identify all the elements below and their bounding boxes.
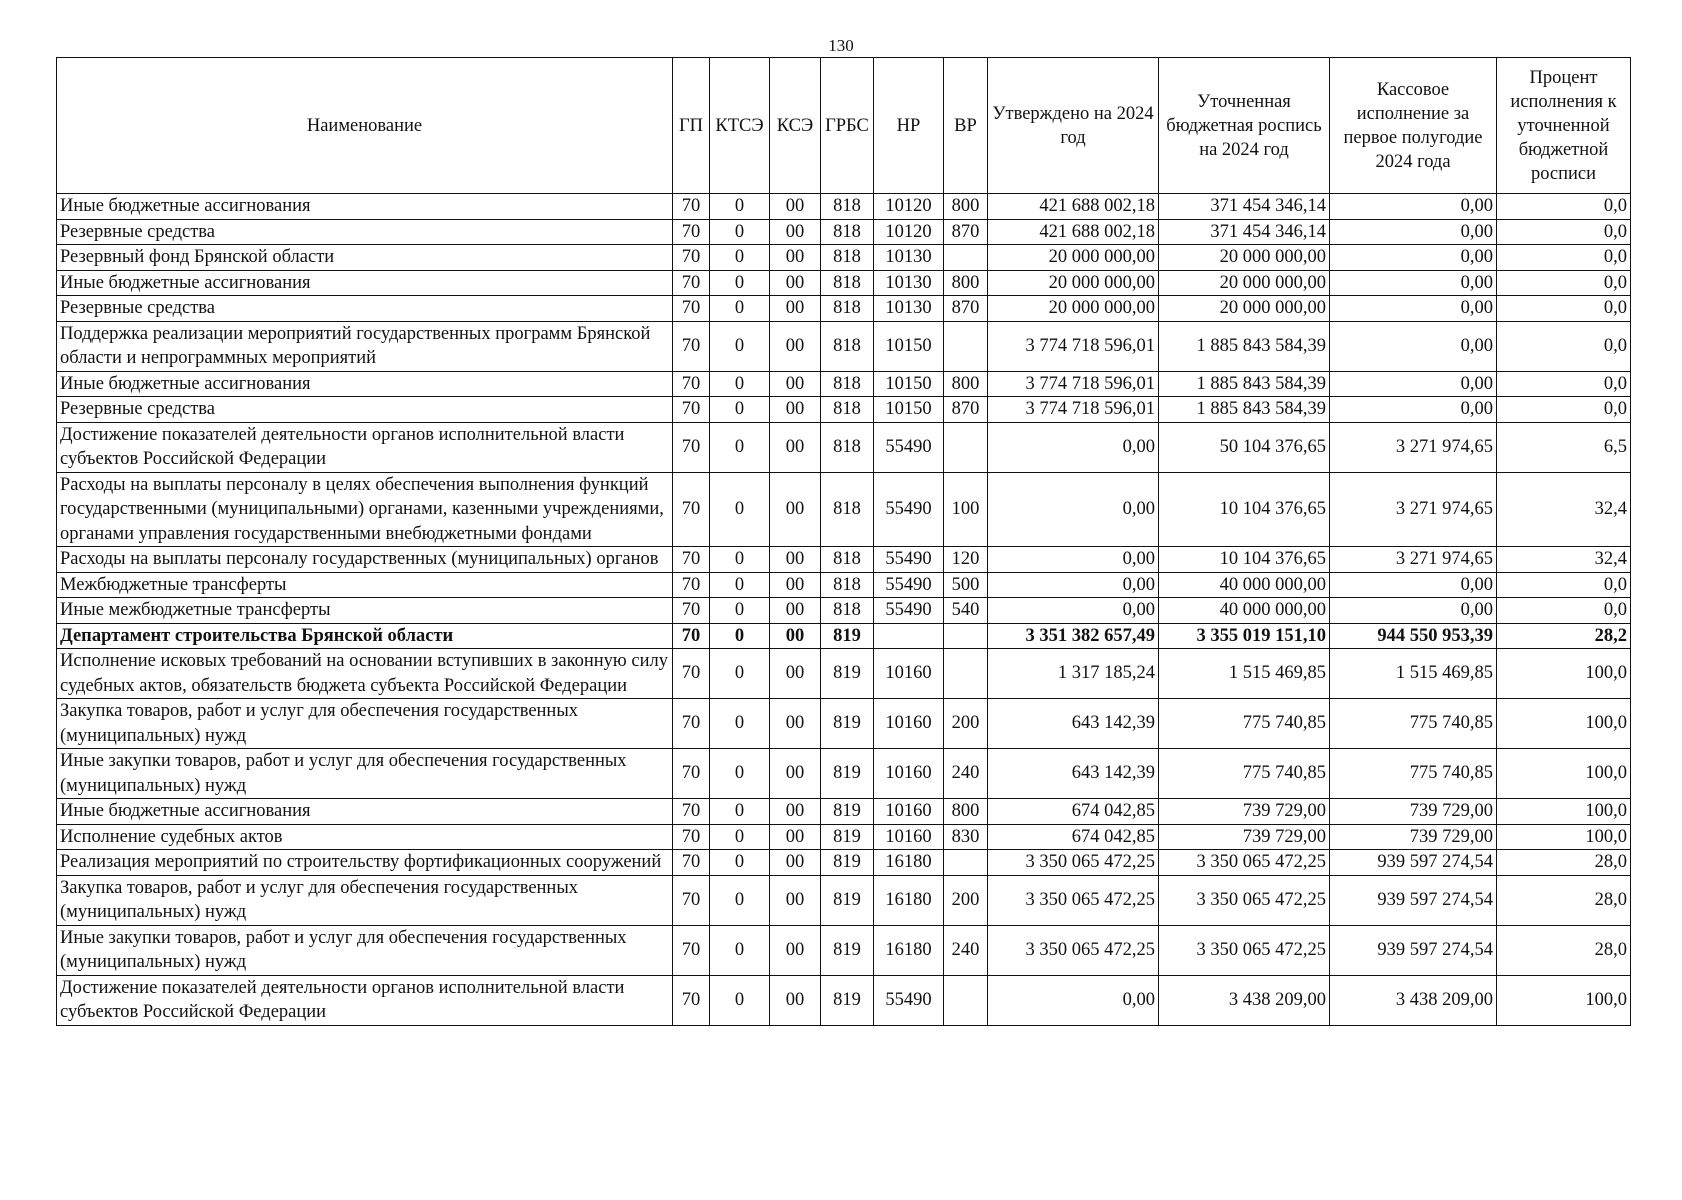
table-row [57, 598, 1631, 624]
cell-kse: 00 [770, 598, 821, 624]
cell-approved: 3 774 718 596,01 [988, 397, 1159, 423]
cell-grbs: 819 [821, 875, 874, 925]
header-vr: ВР [944, 58, 988, 194]
cell-percent: 32,4 [1497, 472, 1631, 547]
cell-grbs: 818 [821, 245, 874, 271]
cell-grbs: 819 [821, 649, 874, 699]
cell-gp: 70 [673, 245, 710, 271]
header-gp: ГП [673, 58, 710, 194]
cell-name: Резервные средства [57, 296, 673, 322]
cell-np: 10160 [874, 749, 944, 799]
cell-cash: 939 597 274,54 [1330, 925, 1497, 975]
cell-name: Иные межбюджетные трансферты [57, 598, 673, 624]
cell-approved: 0,00 [988, 572, 1159, 598]
cell-percent: 28,2 [1497, 623, 1631, 649]
cell-percent: 28,0 [1497, 875, 1631, 925]
cell-cash: 0,00 [1330, 321, 1497, 371]
cell-cash: 739 729,00 [1330, 799, 1497, 825]
cell-percent: 100,0 [1497, 799, 1631, 825]
cell-name: Закупка товаров, работ и услуг для обеспечения государственных (муниципальных) нужд [57, 875, 673, 925]
cell-approved: 20 000 000,00 [988, 270, 1159, 296]
cell-vr [944, 649, 988, 699]
cell-approved: 421 688 002,18 [988, 219, 1159, 245]
cell-grbs: 818 [821, 572, 874, 598]
cell-grbs: 819 [821, 824, 874, 850]
table-row [57, 850, 1631, 876]
cell-cash: 0,00 [1330, 572, 1497, 598]
cell-refined: 50 104 376,65 [1159, 422, 1330, 472]
cell-name: Закупка товаров, работ и услуг для обеспечения государственных (муниципальных) нужд [57, 699, 673, 749]
cell-percent: 0,0 [1497, 219, 1631, 245]
cell-ktse: 0 [710, 824, 770, 850]
cell-np: 10120 [874, 219, 944, 245]
cell-vr: 800 [944, 194, 988, 220]
cell-gp: 70 [673, 397, 710, 423]
cell-approved: 0,00 [988, 547, 1159, 573]
header-percent: Процент исполнения к уточненной бюджетной росписи [1497, 58, 1631, 194]
cell-name: Иные бюджетные ассигнования [57, 371, 673, 397]
budget-table [56, 57, 1631, 1026]
table-row [57, 397, 1631, 423]
cell-vr: 870 [944, 296, 988, 322]
cell-ktse: 0 [710, 397, 770, 423]
cell-gp: 70 [673, 975, 710, 1025]
cell-name: Департамент строительства Брянской области [57, 623, 673, 649]
cell-percent: 0,0 [1497, 194, 1631, 220]
cell-kse: 00 [770, 623, 821, 649]
cell-refined: 3 438 209,00 [1159, 975, 1330, 1025]
cell-cash: 3 271 974,65 [1330, 472, 1497, 547]
header-np: НР [874, 58, 944, 194]
cell-ktse: 0 [710, 623, 770, 649]
cell-grbs: 818 [821, 598, 874, 624]
cell-cash: 0,00 [1330, 397, 1497, 423]
cell-percent: 100,0 [1497, 749, 1631, 799]
cell-vr: 200 [944, 699, 988, 749]
cell-ktse: 0 [710, 321, 770, 371]
cell-refined: 40 000 000,00 [1159, 598, 1330, 624]
cell-refined: 20 000 000,00 [1159, 270, 1330, 296]
table-row [57, 975, 1631, 1025]
table-row [57, 649, 1631, 699]
cell-ktse: 0 [710, 572, 770, 598]
cell-gp: 70 [673, 296, 710, 322]
header-ktse: КТСЭ [710, 58, 770, 194]
cell-percent: 0,0 [1497, 321, 1631, 371]
cell-name: Достижение показателей деятельности органов исполнительной власти субъектов Российской Федерации [57, 975, 673, 1025]
header-row [57, 58, 1631, 194]
cell-gp: 70 [673, 824, 710, 850]
cell-approved: 1 317 185,24 [988, 649, 1159, 699]
header-approved: Утверждено на 2024 год [988, 58, 1159, 194]
cell-np: 10160 [874, 824, 944, 850]
cell-vr [944, 422, 988, 472]
cell-cash: 0,00 [1330, 371, 1497, 397]
cell-cash: 775 740,85 [1330, 699, 1497, 749]
cell-cash: 939 597 274,54 [1330, 850, 1497, 876]
table-row [57, 623, 1631, 649]
table-row [57, 547, 1631, 573]
cell-approved: 0,00 [988, 975, 1159, 1025]
cell-gp: 70 [673, 547, 710, 573]
cell-kse: 00 [770, 875, 821, 925]
cell-cash: 0,00 [1330, 270, 1497, 296]
cell-cash: 939 597 274,54 [1330, 875, 1497, 925]
cell-grbs: 819 [821, 925, 874, 975]
cell-gp: 70 [673, 875, 710, 925]
cell-percent: 6,5 [1497, 422, 1631, 472]
cell-kse: 00 [770, 547, 821, 573]
cell-grbs: 818 [821, 547, 874, 573]
cell-refined: 20 000 000,00 [1159, 296, 1330, 322]
cell-ktse: 0 [710, 245, 770, 271]
cell-approved: 3 774 718 596,01 [988, 321, 1159, 371]
cell-vr: 870 [944, 397, 988, 423]
cell-kse: 00 [770, 371, 821, 397]
cell-np: 10120 [874, 194, 944, 220]
cell-refined: 371 454 346,14 [1159, 194, 1330, 220]
cell-gp: 70 [673, 623, 710, 649]
table-row [57, 422, 1631, 472]
header-cash: Кассовое исполнение за первое полугодие 2024 года [1330, 58, 1497, 194]
cell-vr: 100 [944, 472, 988, 547]
cell-grbs: 819 [821, 749, 874, 799]
cell-refined: 3 355 019 151,10 [1159, 623, 1330, 649]
cell-kse: 00 [770, 397, 821, 423]
cell-np: 16180 [874, 925, 944, 975]
cell-grbs: 818 [821, 296, 874, 322]
cell-gp: 70 [673, 371, 710, 397]
cell-ktse: 0 [710, 371, 770, 397]
table-body [57, 194, 1631, 1026]
cell-np: 55490 [874, 422, 944, 472]
cell-approved: 3 774 718 596,01 [988, 371, 1159, 397]
header-kse: КСЭ [770, 58, 821, 194]
cell-kse: 00 [770, 219, 821, 245]
cell-cash: 0,00 [1330, 219, 1497, 245]
cell-ktse: 0 [710, 270, 770, 296]
cell-np: 10150 [874, 397, 944, 423]
cell-gp: 70 [673, 321, 710, 371]
table-row [57, 296, 1631, 322]
cell-vr: 240 [944, 925, 988, 975]
table-row [57, 219, 1631, 245]
cell-name: Иные закупки товаров, работ и услуг для обеспечения государственных (муниципальных) нужд [57, 925, 673, 975]
cell-cash: 0,00 [1330, 245, 1497, 271]
cell-vr [944, 245, 988, 271]
cell-refined: 371 454 346,14 [1159, 219, 1330, 245]
table-row [57, 270, 1631, 296]
cell-ktse: 0 [710, 699, 770, 749]
cell-grbs: 819 [821, 799, 874, 825]
table-row [57, 799, 1631, 825]
cell-np: 16180 [874, 850, 944, 876]
cell-grbs: 818 [821, 270, 874, 296]
cell-kse: 00 [770, 296, 821, 322]
cell-name: Резервные средства [57, 219, 673, 245]
cell-gp: 70 [673, 270, 710, 296]
cell-name: Достижение показателей деятельности органов исполнительной власти субъектов Российской Федерации [57, 422, 673, 472]
cell-percent: 0,0 [1497, 572, 1631, 598]
cell-approved: 3 350 065 472,25 [988, 875, 1159, 925]
cell-np: 55490 [874, 975, 944, 1025]
cell-gp: 70 [673, 925, 710, 975]
cell-ktse: 0 [710, 925, 770, 975]
cell-kse: 00 [770, 472, 821, 547]
cell-np: 55490 [874, 472, 944, 547]
table-row [57, 749, 1631, 799]
cell-vr [944, 975, 988, 1025]
table-row [57, 472, 1631, 547]
cell-ktse: 0 [710, 296, 770, 322]
cell-refined: 739 729,00 [1159, 799, 1330, 825]
cell-refined: 1 885 843 584,39 [1159, 371, 1330, 397]
cell-approved: 0,00 [988, 422, 1159, 472]
cell-percent: 28,0 [1497, 925, 1631, 975]
table-row [57, 875, 1631, 925]
cell-ktse: 0 [710, 850, 770, 876]
cell-gp: 70 [673, 422, 710, 472]
cell-ktse: 0 [710, 472, 770, 547]
cell-cash: 0,00 [1330, 598, 1497, 624]
cell-np: 55490 [874, 572, 944, 598]
cell-refined: 3 350 065 472,25 [1159, 925, 1330, 975]
cell-approved: 674 042,85 [988, 824, 1159, 850]
cell-np: 55490 [874, 598, 944, 624]
cell-ktse: 0 [710, 598, 770, 624]
cell-np: 10150 [874, 321, 944, 371]
cell-kse: 00 [770, 699, 821, 749]
cell-cash: 3 271 974,65 [1330, 422, 1497, 472]
header-refined: Уточненная бюджетная роспись на 2024 год [1159, 58, 1330, 194]
cell-gp: 70 [673, 194, 710, 220]
cell-vr: 800 [944, 371, 988, 397]
cell-vr: 540 [944, 598, 988, 624]
cell-refined: 775 740,85 [1159, 749, 1330, 799]
cell-ktse: 0 [710, 749, 770, 799]
cell-kse: 00 [770, 321, 821, 371]
cell-refined: 10 104 376,65 [1159, 472, 1330, 547]
table-row [57, 194, 1631, 220]
cell-refined: 1 515 469,85 [1159, 649, 1330, 699]
cell-np: 10160 [874, 699, 944, 749]
cell-vr: 240 [944, 749, 988, 799]
cell-percent: 100,0 [1497, 649, 1631, 699]
cell-ktse: 0 [710, 649, 770, 699]
cell-refined: 1 885 843 584,39 [1159, 321, 1330, 371]
table-row [57, 699, 1631, 749]
table-row [57, 572, 1631, 598]
cell-vr: 830 [944, 824, 988, 850]
cell-vr: 800 [944, 799, 988, 825]
cell-grbs: 819 [821, 623, 874, 649]
table-row [57, 245, 1631, 271]
cell-name: Иные бюджетные ассигнования [57, 799, 673, 825]
cell-percent: 100,0 [1497, 975, 1631, 1025]
cell-approved: 20 000 000,00 [988, 245, 1159, 271]
cell-approved: 674 042,85 [988, 799, 1159, 825]
cell-cash: 775 740,85 [1330, 749, 1497, 799]
cell-gp: 70 [673, 649, 710, 699]
cell-name: Расходы на выплаты персоналу в целях обеспечения выполнения функций государственными (муниципальными) органами, казенными учреждениями, органами управления государственными внебюджетными фондами [57, 472, 673, 547]
cell-percent: 0,0 [1497, 371, 1631, 397]
cell-percent: 0,0 [1497, 245, 1631, 271]
cell-vr: 500 [944, 572, 988, 598]
cell-vr [944, 850, 988, 876]
cell-refined: 3 350 065 472,25 [1159, 875, 1330, 925]
cell-kse: 00 [770, 422, 821, 472]
cell-grbs: 819 [821, 850, 874, 876]
cell-grbs: 818 [821, 321, 874, 371]
cell-grbs: 818 [821, 422, 874, 472]
cell-cash: 1 515 469,85 [1330, 649, 1497, 699]
cell-ktse: 0 [710, 194, 770, 220]
cell-percent: 0,0 [1497, 296, 1631, 322]
cell-kse: 00 [770, 824, 821, 850]
cell-refined: 739 729,00 [1159, 824, 1330, 850]
cell-percent: 32,4 [1497, 547, 1631, 573]
cell-approved: 0,00 [988, 598, 1159, 624]
cell-grbs: 818 [821, 219, 874, 245]
cell-approved: 3 350 065 472,25 [988, 925, 1159, 975]
table-row [57, 321, 1631, 371]
cell-kse: 00 [770, 749, 821, 799]
cell-refined: 3 350 065 472,25 [1159, 850, 1330, 876]
cell-kse: 00 [770, 850, 821, 876]
cell-vr [944, 321, 988, 371]
page-number: 130 [828, 36, 854, 55]
cell-gp: 70 [673, 472, 710, 547]
cell-approved: 0,00 [988, 472, 1159, 547]
cell-refined: 20 000 000,00 [1159, 245, 1330, 271]
cell-percent: 0,0 [1497, 397, 1631, 423]
cell-vr: 200 [944, 875, 988, 925]
cell-percent: 0,0 [1497, 270, 1631, 296]
cell-name: Иные закупки товаров, работ и услуг для обеспечения государственных (муниципальных) нужд [57, 749, 673, 799]
cell-np [874, 623, 944, 649]
cell-cash: 0,00 [1330, 296, 1497, 322]
table-row [57, 824, 1631, 850]
cell-name: Межбюджетные трансферты [57, 572, 673, 598]
cell-name: Резервный фонд Брянской области [57, 245, 673, 271]
cell-approved: 3 350 065 472,25 [988, 850, 1159, 876]
cell-approved: 643 142,39 [988, 699, 1159, 749]
cell-ktse: 0 [710, 219, 770, 245]
cell-gp: 70 [673, 572, 710, 598]
cell-kse: 00 [770, 245, 821, 271]
cell-grbs: 818 [821, 397, 874, 423]
cell-approved: 20 000 000,00 [988, 296, 1159, 322]
cell-gp: 70 [673, 699, 710, 749]
cell-refined: 10 104 376,65 [1159, 547, 1330, 573]
cell-np: 10130 [874, 245, 944, 271]
cell-np: 10130 [874, 296, 944, 322]
cell-percent: 0,0 [1497, 598, 1631, 624]
cell-name: Поддержка реализации мероприятий государственных программ Брянской области и непрограммных мероприятий [57, 321, 673, 371]
header-grbs: ГРБС [821, 58, 874, 194]
cell-np: 10160 [874, 799, 944, 825]
cell-kse: 00 [770, 194, 821, 220]
header-name: Наименование [57, 58, 673, 194]
cell-ktse: 0 [710, 799, 770, 825]
cell-cash: 739 729,00 [1330, 824, 1497, 850]
cell-percent: 100,0 [1497, 824, 1631, 850]
cell-approved: 643 142,39 [988, 749, 1159, 799]
cell-name: Резервные средства [57, 397, 673, 423]
cell-ktse: 0 [710, 547, 770, 573]
cell-refined: 775 740,85 [1159, 699, 1330, 749]
cell-grbs: 819 [821, 975, 874, 1025]
cell-kse: 00 [770, 572, 821, 598]
cell-vr: 870 [944, 219, 988, 245]
cell-grbs: 818 [821, 194, 874, 220]
cell-kse: 00 [770, 975, 821, 1025]
cell-percent: 28,0 [1497, 850, 1631, 876]
cell-np: 10130 [874, 270, 944, 296]
cell-ktse: 0 [710, 975, 770, 1025]
cell-ktse: 0 [710, 422, 770, 472]
cell-gp: 70 [673, 749, 710, 799]
cell-grbs: 818 [821, 371, 874, 397]
cell-percent: 100,0 [1497, 699, 1631, 749]
cell-grbs: 818 [821, 472, 874, 547]
cell-kse: 00 [770, 925, 821, 975]
cell-cash: 3 271 974,65 [1330, 547, 1497, 573]
cell-name: Расходы на выплаты персоналу государственных (муниципальных) органов [57, 547, 673, 573]
cell-name: Реализация мероприятий по строительству фортификационных сооружений [57, 850, 673, 876]
cell-np: 55490 [874, 547, 944, 573]
cell-vr: 120 [944, 547, 988, 573]
cell-approved: 3 351 382 657,49 [988, 623, 1159, 649]
cell-name: Иные бюджетные ассигнования [57, 270, 673, 296]
cell-name: Исполнение исковых требований на основании вступивших в законную силу судебных актов, обязательств бюджета субъекта Российской Федерации [57, 649, 673, 699]
cell-gp: 70 [673, 799, 710, 825]
cell-gp: 70 [673, 219, 710, 245]
table-row [57, 371, 1631, 397]
cell-refined: 1 885 843 584,39 [1159, 397, 1330, 423]
cell-vr [944, 623, 988, 649]
cell-kse: 00 [770, 270, 821, 296]
cell-np: 10160 [874, 649, 944, 699]
cell-cash: 0,00 [1330, 194, 1497, 220]
cell-kse: 00 [770, 649, 821, 699]
cell-gp: 70 [673, 598, 710, 624]
table-row [57, 925, 1631, 975]
cell-np: 10150 [874, 371, 944, 397]
cell-name: Иные бюджетные ассигнования [57, 194, 673, 220]
cell-grbs: 819 [821, 699, 874, 749]
cell-np: 16180 [874, 875, 944, 925]
cell-name: Исполнение судебных актов [57, 824, 673, 850]
cell-kse: 00 [770, 799, 821, 825]
cell-cash: 944 550 953,39 [1330, 623, 1497, 649]
cell-cash: 3 438 209,00 [1330, 975, 1497, 1025]
cell-refined: 40 000 000,00 [1159, 572, 1330, 598]
cell-ktse: 0 [710, 875, 770, 925]
cell-vr: 800 [944, 270, 988, 296]
cell-approved: 421 688 002,18 [988, 194, 1159, 220]
cell-gp: 70 [673, 850, 710, 876]
